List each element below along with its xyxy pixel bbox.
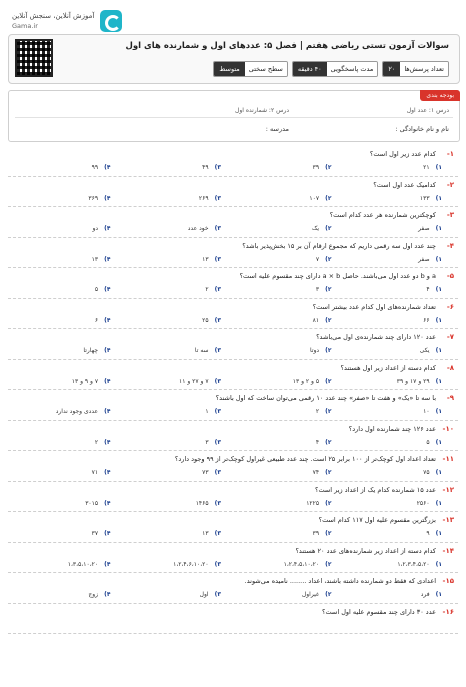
question-item — [8, 299, 458, 330]
option-text: یک — [312, 225, 320, 232]
option-number: ۲) — [325, 408, 332, 415]
question-item — [8, 146, 458, 177]
option-text: ۴۹ — [202, 164, 209, 171]
exam-header — [8, 34, 460, 84]
option-number: ۲) — [325, 225, 332, 232]
option-text: ۷ — [315, 255, 320, 263]
option-number: ۲) — [325, 347, 332, 354]
option-text: ۳ — [315, 286, 320, 293]
option-number: ۴) — [104, 469, 111, 476]
answer-option[interactable] — [344, 530, 455, 537]
question-item — [8, 360, 458, 391]
option-text: دو — [92, 225, 99, 232]
option-text: یکی — [419, 347, 430, 354]
option-text: ۵ — [426, 438, 430, 446]
option-number: ۴) — [104, 316, 111, 324]
option-text: ۲۱ — [423, 164, 430, 171]
question-item — [8, 573, 458, 604]
option-text: صفر — [418, 225, 430, 232]
option-text: دوتا — [310, 347, 320, 354]
answer-option[interactable] — [344, 317, 455, 324]
option-text: ۵ — [94, 286, 99, 293]
answer-option[interactable] — [123, 561, 234, 568]
answer-options — [12, 561, 454, 568]
answer-options — [12, 591, 454, 598]
option-number: ۲) — [325, 560, 332, 568]
question-number: ۷- — [446, 333, 454, 341]
option-text: ۴ — [426, 286, 430, 293]
question-item — [8, 268, 458, 299]
option-number: ۴) — [104, 377, 111, 385]
question-text: عدد ۱۵ شمارنده کدام یک از اعداد زیر است؟ — [315, 485, 436, 494]
option-text: ۱۴۶۵ — [195, 499, 209, 507]
question-text: عدد ۱۲۰ دارای چند شمارنده‌ی اول می‌باشد؟ — [316, 333, 436, 341]
answer-option[interactable] — [12, 256, 123, 263]
answer-option[interactable] — [12, 469, 123, 476]
option-text: ۶ — [94, 316, 99, 324]
option-number: ۲) — [325, 316, 332, 324]
answer-options — [12, 317, 454, 324]
answer-option[interactable] — [123, 347, 234, 354]
option-number: ۲) — [325, 255, 332, 263]
meta-difficulty: سطح سختی متوسط — [213, 61, 287, 77]
option-number: ۱) — [435, 164, 442, 171]
option-number: ۱) — [435, 408, 442, 415]
option-text: سه تا — [194, 347, 209, 354]
option-number: ۴) — [104, 560, 111, 568]
answer-option[interactable] — [12, 317, 123, 324]
option-text: ۱،۲،۴،۶،۱۰،۲۰ — [173, 560, 209, 568]
option-number: ۴) — [104, 164, 111, 171]
answer-option[interactable] — [233, 530, 344, 537]
option-number: ۳) — [214, 286, 221, 293]
option-text: ۶۶ — [423, 316, 430, 324]
brand-site: Gama.ir — [12, 22, 38, 30]
question-number: ۱۰- — [442, 424, 454, 433]
question-item — [8, 177, 458, 208]
answer-option[interactable] — [344, 408, 455, 415]
answer-option[interactable] — [123, 378, 234, 385]
option-number: ۴) — [104, 225, 111, 232]
option-number: ۳) — [214, 377, 221, 385]
question-number: ۳- — [446, 211, 454, 219]
option-text: ۳۹ — [312, 164, 320, 171]
answer-option[interactable] — [12, 225, 123, 232]
question-number: ۸- — [446, 363, 454, 372]
option-number: ۲) — [325, 286, 332, 293]
answer-option[interactable] — [233, 561, 344, 568]
option-text: ۲ — [315, 408, 320, 415]
budget-tag: بودجه بندی — [420, 90, 460, 101]
option-number: ۳) — [214, 347, 221, 354]
option-text: ۷ و ۲۷ و ۱۱ — [179, 377, 209, 385]
option-text: ۳ — [205, 438, 209, 446]
option-text: ۱،۲،۳،۴،۵،۲۰ — [397, 560, 430, 568]
option-text: ۱۲۲۵ — [306, 499, 320, 507]
question-text: تعداد اعداد اول کوچک‌تر از ۱۰۰ برابر ۲۵ است. چند عدد طبیعی غیراول کوچک‌تر از ۹۹ وجود دارد؟ — [174, 455, 436, 463]
answer-option[interactable] — [123, 317, 234, 324]
option-text: ۱۰ — [423, 408, 430, 415]
question-text: اعدادی که فقط دو شمارنده داشته باشند، اعداد ........ نامیده می‌شوند. — [244, 577, 436, 585]
option-number: ۴) — [104, 347, 111, 354]
question-number: ۶- — [446, 302, 454, 311]
answer-option[interactable] — [12, 164, 123, 171]
answer-option[interactable] — [12, 561, 123, 568]
option-text: خود عدد — [187, 225, 209, 232]
question-item — [8, 451, 458, 482]
question-number: ۲- — [446, 180, 454, 189]
option-number: ۱) — [435, 438, 442, 446]
question-item — [8, 512, 458, 543]
option-text: ۸۱ — [312, 316, 320, 324]
option-number: ۳) — [214, 225, 221, 232]
option-number: ۴) — [104, 255, 111, 263]
answer-option[interactable] — [123, 591, 234, 598]
answer-option[interactable] — [123, 286, 234, 293]
option-number: ۴) — [104, 499, 111, 507]
option-text: ۱۰۷ — [309, 194, 320, 202]
divider — [15, 117, 453, 118]
answer-option[interactable] — [233, 256, 344, 263]
option-number: ۱) — [435, 255, 442, 263]
answer-option[interactable] — [123, 439, 234, 446]
answer-option[interactable] — [12, 378, 123, 385]
option-text: ۱۳۳ — [419, 194, 430, 202]
answer-options — [12, 408, 454, 415]
option-number: ۱) — [435, 377, 442, 385]
option-text: چهارتا — [83, 347, 99, 354]
question-text: کدام دسته از اعداد زیر شمارنده‌های عدد ۲۰ هستند؟ — [295, 546, 436, 555]
option-text: عددی وجود ندارد — [55, 408, 99, 415]
option-text: ۱۳ — [91, 255, 99, 263]
option-text: ۷۱ — [91, 469, 99, 476]
question-item — [8, 482, 458, 513]
question-item — [8, 604, 458, 635]
question-text: کوچکترین شمارنده هر عدد کدام است؟ — [329, 211, 436, 219]
option-number: ۴) — [104, 194, 111, 202]
question-number: ۱۶- — [442, 607, 454, 616]
question-text: با سه تا «یک» و هفت تا «صفر» چند عدد ۱۰ رقمی می‌توان ساخت که اول باشند؟ — [215, 394, 436, 402]
answer-options — [12, 256, 454, 263]
question-text: چند عدد اول سه رقمی داریم که مجموع ارقام آن بر ۱۵ بخش‌پذیر باشد؟ — [242, 241, 436, 250]
qr-code-icon — [15, 39, 53, 77]
option-number: ۴) — [104, 530, 111, 537]
option-text: ۳۷ — [91, 530, 99, 537]
answer-option[interactable] — [123, 195, 234, 202]
student-name-field[interactable]: نام و نام خانوادگی : — [395, 125, 449, 133]
answer-option[interactable] — [233, 591, 344, 598]
question-number: ۱۲- — [442, 485, 454, 494]
option-number: ۲) — [325, 530, 332, 537]
option-number: ۳) — [214, 164, 221, 171]
option-number: ۱) — [435, 560, 442, 568]
question-text: بزرگترین مقسوم علیه اول ۱۱۷ کدام است؟ — [318, 516, 436, 524]
answer-option[interactable] — [344, 439, 455, 446]
answer-option[interactable] — [12, 347, 123, 354]
exam-title: سوالات آزمون تستی ریاضی هفتم | فصل ۵: عددهای اول و شمارنده های اول — [125, 41, 449, 51]
question-item — [8, 238, 458, 269]
answer-option[interactable] — [344, 469, 455, 476]
option-number: ۲) — [325, 591, 332, 598]
answer-options — [12, 469, 454, 476]
question-text: کدامیک عدد اول است؟ — [373, 180, 436, 189]
answer-option[interactable] — [123, 500, 234, 507]
answer-options — [12, 378, 454, 385]
option-text: ۵ و ۲ و ۱۳ — [292, 377, 320, 385]
option-text: ۷۴ — [312, 469, 320, 476]
student-info-panel — [8, 90, 460, 142]
option-number: ۴) — [104, 438, 111, 446]
option-text: ۹ — [426, 530, 430, 537]
answer-option[interactable] — [233, 378, 344, 385]
answer-option[interactable] — [233, 347, 344, 354]
answer-option[interactable] — [12, 591, 123, 598]
answer-option[interactable] — [123, 469, 234, 476]
answer-option[interactable] — [12, 530, 123, 537]
option-number: ۲) — [325, 194, 332, 202]
answer-option[interactable] — [344, 225, 455, 232]
option-text: ۳۹ — [312, 530, 320, 537]
question-number: ۱۳- — [442, 516, 454, 524]
meta-duration: مدت پاسخگویی ۴۰ دقیقه — [292, 61, 378, 77]
question-text: a و b دو عدد اول می‌باشند. حاصل a × b دارای چند مقسوم علیه است؟ — [239, 272, 436, 280]
question-item — [8, 543, 458, 574]
question-text: عدد ۳۰ دارای چند مقسوم علیه اول است؟ — [322, 607, 436, 616]
option-text: ۴ — [315, 438, 320, 446]
answer-options — [12, 439, 454, 446]
answer-option[interactable] — [123, 164, 234, 171]
option-number: ۴) — [104, 591, 111, 598]
answer-option[interactable] — [233, 286, 344, 293]
meta-question-count: تعداد پرسش‌ها ۲۰ — [382, 61, 449, 77]
answer-option[interactable] — [12, 195, 123, 202]
option-number: ۴) — [104, 408, 111, 415]
answer-option[interactable] — [344, 378, 455, 385]
option-text: ۱،۳،۵،۱۰،۲۰ — [67, 560, 99, 568]
brand — [12, 10, 122, 32]
question-item — [8, 207, 458, 238]
option-text: زوج — [88, 591, 99, 598]
question-item — [8, 329, 458, 360]
lesson-2: درس ۲: شمارنده اول — [235, 107, 289, 114]
answer-options — [12, 286, 454, 293]
answer-option[interactable] — [344, 256, 455, 263]
option-text: ۲۵۶۰ — [416, 499, 430, 507]
answer-option[interactable] — [344, 591, 455, 598]
question-number: ۱- — [446, 150, 454, 158]
question-item — [8, 390, 458, 421]
option-text: ۲۹ و ۱۷ و ۳۹ — [396, 377, 430, 385]
option-number: ۳) — [214, 530, 221, 537]
school-field[interactable]: مدرسه : — [265, 125, 289, 133]
answer-options — [12, 347, 454, 354]
question-number: ۱۱- — [442, 455, 454, 463]
option-number: ۲) — [325, 377, 332, 385]
lesson-1: درس ۱: عدد اول — [406, 107, 449, 114]
answer-option[interactable] — [12, 439, 123, 446]
option-number: ۲) — [325, 164, 332, 171]
option-text: فرد — [420, 591, 430, 598]
answer-option[interactable] — [233, 439, 344, 446]
option-number: ۱) — [435, 286, 442, 293]
answer-option[interactable] — [233, 195, 344, 202]
option-text: ۲ — [205, 286, 209, 293]
answer-options — [12, 195, 454, 202]
option-text: ۷۵ — [423, 469, 430, 476]
exam-meta — [213, 61, 449, 77]
answer-option[interactable] — [233, 500, 344, 507]
answer-option[interactable] — [233, 469, 344, 476]
option-number: ۲) — [325, 499, 332, 507]
question-text: عدد ۱۲۶ چند شمارنده اول دارد؟ — [348, 424, 436, 433]
answer-option[interactable] — [233, 317, 344, 324]
option-number: ۳) — [214, 438, 221, 446]
option-text: ۲۶۹ — [198, 194, 209, 202]
option-number: ۱) — [435, 499, 442, 507]
answer-option[interactable] — [123, 408, 234, 415]
question-text: کدام عدد زیر اول است؟ — [369, 150, 436, 158]
option-text: اول — [199, 591, 209, 598]
option-number: ۳) — [214, 560, 221, 568]
option-text: ۳۶۹ — [88, 194, 99, 202]
answer-option[interactable] — [123, 530, 234, 537]
answer-option[interactable] — [233, 225, 344, 232]
option-number: ۳) — [214, 255, 221, 263]
question-number: ۴- — [446, 241, 454, 250]
option-number: ۳) — [214, 408, 221, 415]
answer-option[interactable] — [12, 286, 123, 293]
question-number: ۱۴- — [442, 546, 454, 555]
option-text: ۱ — [205, 408, 209, 415]
option-number: ۳) — [214, 316, 221, 324]
answer-option[interactable] — [344, 164, 455, 171]
option-text: ۹۹ — [91, 164, 99, 171]
question-number: ۱۵- — [442, 577, 454, 585]
option-number: ۴) — [104, 286, 111, 293]
question-text: تعداد شمارنده‌های اول کدام عدد بیشتر است؟ — [312, 302, 436, 311]
option-number: ۱) — [435, 469, 442, 476]
answer-options — [12, 225, 454, 232]
option-number: ۱) — [435, 347, 442, 354]
answer-option[interactable] — [12, 408, 123, 415]
option-text: ۱۳ — [202, 255, 209, 263]
option-number: ۳) — [214, 469, 221, 476]
answer-option[interactable] — [344, 347, 455, 354]
brand-name: آموزش آنلاین، سنجش آنلاین — [12, 12, 95, 20]
option-text: ۷ و ۹ و ۱۳ — [71, 377, 99, 385]
answer-options — [12, 500, 454, 507]
option-number: ۳) — [214, 194, 221, 202]
question-item — [8, 421, 458, 452]
answer-options — [12, 164, 454, 171]
option-number: ۲) — [325, 438, 332, 446]
answer-option[interactable] — [344, 286, 455, 293]
answer-option[interactable] — [344, 195, 455, 202]
option-text: ۷۳ — [202, 469, 209, 476]
option-text: ۱،۲،۴،۵،۱۰،۲۰ — [283, 560, 320, 568]
question-list — [8, 146, 458, 634]
answer-options — [12, 530, 454, 537]
option-number: ۱) — [435, 530, 442, 537]
option-number: ۱) — [435, 194, 442, 202]
answer-option[interactable] — [344, 500, 455, 507]
answer-option[interactable] — [123, 225, 234, 232]
option-text: ۲۵ — [202, 316, 209, 324]
option-text: ۲ — [94, 438, 99, 446]
option-number: ۳) — [214, 499, 221, 507]
answer-option[interactable] — [344, 561, 455, 568]
option-text: ۳۰۱۵ — [85, 499, 99, 507]
gama-logo-icon — [100, 10, 122, 32]
option-number: ۱) — [435, 591, 442, 598]
answer-option[interactable] — [123, 256, 234, 263]
answer-option[interactable] — [233, 408, 344, 415]
option-text: صفر — [418, 255, 430, 263]
answer-option[interactable] — [12, 500, 123, 507]
option-text: غیراول — [301, 591, 320, 598]
option-number: ۳) — [214, 591, 221, 598]
question-number: ۹- — [446, 394, 454, 402]
option-number: ۱) — [435, 316, 442, 324]
question-text: کدام دسته از اعداد زیر اول هستند؟ — [340, 363, 436, 372]
option-text: ۱۳ — [202, 530, 209, 537]
answer-option[interactable] — [233, 164, 344, 171]
question-number: ۵- — [446, 272, 454, 280]
option-number: ۲) — [325, 469, 332, 476]
option-number: ۱) — [435, 225, 442, 232]
